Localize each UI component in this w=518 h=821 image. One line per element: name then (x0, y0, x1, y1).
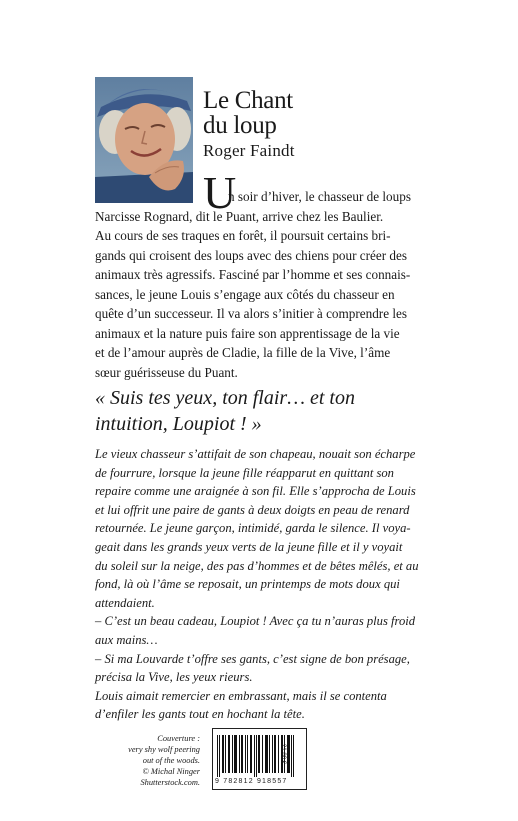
excerpt-line: – C’est un beau cadeau, Loupiot ! Avec ça tu n’auras plus froid (95, 614, 416, 629)
synopsis-line: animaux très agressifs. Fasciné par l’homme et ses connais- (95, 267, 411, 282)
synopsis-line: gands qui croisent des loups avec des chiens pour créer des (95, 247, 408, 263)
price-label: 21,00 € (280, 744, 286, 765)
excerpt-line: – Si ma Louvarde t’offre ses gants, c’est signe de bon présage, (95, 651, 410, 666)
synopsis-line: Au cours de ses traques en forêt, il poursuit certains bri- (95, 228, 391, 243)
pull-quote-line: « Suis tes yeux, ton flair… et ton (95, 387, 355, 409)
synopsis-line: animaux et la nature puis faire son apprentissage de la vie (95, 325, 400, 341)
barcode-bars-icon (213, 729, 306, 777)
excerpt-line: précisa la Vive, les yeux rieurs. (95, 670, 253, 685)
author-name: Roger Faindt (203, 141, 295, 160)
pull-quote-line: intuition, Loupiot ! » (95, 413, 262, 435)
excerpt-line: aux mains… (95, 632, 158, 647)
excerpt (95, 445, 435, 724)
synopsis-line: Narcisse Rognard, dit le Puant, arrive chez les Baulier. (95, 208, 384, 224)
excerpt-line: retournée. Le jeune garçon, intimidé, garda le silence. Il voya- (95, 521, 411, 536)
synopsis-line: et de l’amour auprès de Cladie, la fille de la Vive, l’âme (95, 345, 391, 360)
book-title (203, 88, 293, 138)
excerpt-line: Le vieux chasseur s’attifait de son chapeau, nouait son écharpe (95, 447, 416, 461)
credit-line: Couverture : (157, 734, 200, 743)
credit-line: Shutterstock.com. (140, 778, 200, 787)
excerpt-line: repaire comme une araignée à son fil. Elle s’approcha de Louis (95, 484, 416, 499)
excerpt-line: d’enfiler les gants tout en hochant la tête. (95, 707, 305, 722)
author-photo (95, 77, 193, 203)
credit-line: out of the woods. (142, 756, 200, 765)
excerpt-line: et lui offrit une paire de gants à deux doigts en peau de renard (95, 502, 410, 517)
excerpt-line: du soleil sur la neige, des pas d’hommes et de bêtes mêlés, et au (95, 558, 419, 573)
synopsis-line: sœur guérisseuse du Puant. (95, 364, 238, 380)
excerpt-line: fond, là où l’âme se reposait, un printemps de mots doux qui (95, 577, 400, 592)
drop-cap: U (203, 167, 237, 218)
synopsis-line: sances, le jeune Louis s’engage aux côtés du chasseur en (95, 286, 395, 302)
synopsis-line: quête d’un successeur. Il va alors s’initier à comprendre les (95, 306, 407, 321)
barcode-digits: 9 782812 918557 (215, 778, 288, 785)
pull-quote (95, 385, 435, 437)
synopsis-line: n soir d’hiver, le chasseur de loups (228, 189, 411, 204)
cover-credit (110, 733, 200, 788)
excerpt-line: attendaient. (95, 595, 155, 610)
excerpt-line: Louis aimait remercier en embrassant, mais il se contenta (95, 688, 387, 703)
credit-line: © Michal Ninger (142, 767, 200, 776)
excerpt-line: de fourrure, lorsque la jeune fille réapparut en quittant son (95, 465, 394, 480)
credit-line: very shy wolf peering (128, 745, 200, 754)
book-title-line1: Le Chant (203, 87, 293, 114)
book-title-line2: du loup (203, 112, 277, 139)
excerpt-line: geait dans les grands yeux verts de la jeune fille et il y voyait (95, 539, 403, 554)
